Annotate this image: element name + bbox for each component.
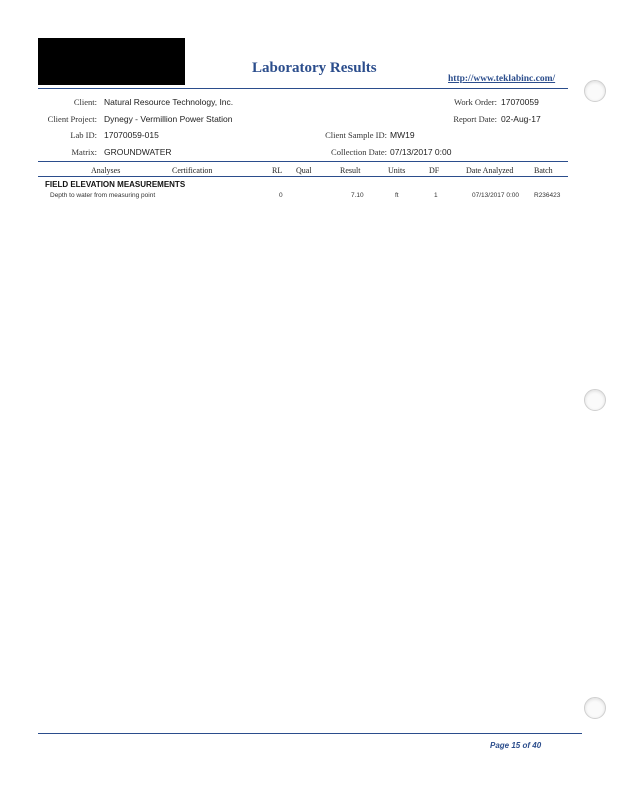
client-label: Client: <box>73 97 97 107</box>
work-order-label: Work Order: <box>454 97 497 107</box>
report-title: Laboratory Results <box>252 60 377 76</box>
cell-units: ft <box>395 192 399 199</box>
cell-rl: 0 <box>279 192 283 199</box>
client-sample-id-value: MW19 <box>390 130 415 140</box>
header-divider <box>38 88 568 89</box>
cell-analysis: Depth to water from measuring point <box>50 192 156 199</box>
info-divider <box>38 161 568 162</box>
col-header-units: Units <box>388 166 406 175</box>
report-date-label: Report Date: <box>453 114 497 124</box>
cell-result: 7.10 <box>351 192 364 199</box>
binder-hole-middle <box>584 389 606 411</box>
col-header-df: DF <box>429 166 440 175</box>
lab-id-label: Lab ID: <box>70 130 97 140</box>
col-header-result: Result <box>340 166 361 175</box>
page-number: Page 15 of 40 <box>490 741 542 750</box>
cell-batch: R236423 <box>534 192 561 199</box>
cell-df: 1 <box>434 192 438 199</box>
matrix-label: Matrix: <box>71 147 97 157</box>
lab-website-link[interactable]: http://www.teklabinc.com/ <box>448 74 556 84</box>
matrix-value: GROUNDWATER <box>104 147 172 157</box>
col-header-qual: Qual <box>296 166 312 175</box>
section-heading: FIELD ELEVATION MEASUREMENTS <box>45 180 186 189</box>
lab-id-value: 17070059-015 <box>104 130 159 140</box>
redacted-logo <box>38 38 185 85</box>
project-label: Client Project: <box>47 114 97 124</box>
collection-date-value: 07/13/2017 0:00 <box>390 147 452 157</box>
col-header-batch: Batch <box>534 166 553 175</box>
binder-hole-top <box>584 80 606 102</box>
col-header-date-analyzed: Date Analyzed <box>466 166 514 175</box>
collection-date-label: Collection Date: <box>331 147 387 157</box>
client-sample-id-label: Client Sample ID: <box>325 130 387 140</box>
table-header-divider <box>38 176 568 177</box>
work-order-value: 17070059 <box>501 97 539 107</box>
client-value: Natural Resource Technology, Inc. <box>104 97 234 107</box>
project-value: Dynegy - Vermillion Power Station <box>104 114 233 124</box>
report-date-value: 02-Aug-17 <box>501 114 541 124</box>
cell-date-analyzed: 07/13/2017 0:00 <box>472 192 519 199</box>
binder-hole-bottom <box>584 697 606 719</box>
footer-divider <box>38 733 582 734</box>
col-header-rl: RL <box>272 166 283 175</box>
col-header-certification: Certification <box>172 166 213 175</box>
col-header-analyses: Analyses <box>91 166 121 175</box>
